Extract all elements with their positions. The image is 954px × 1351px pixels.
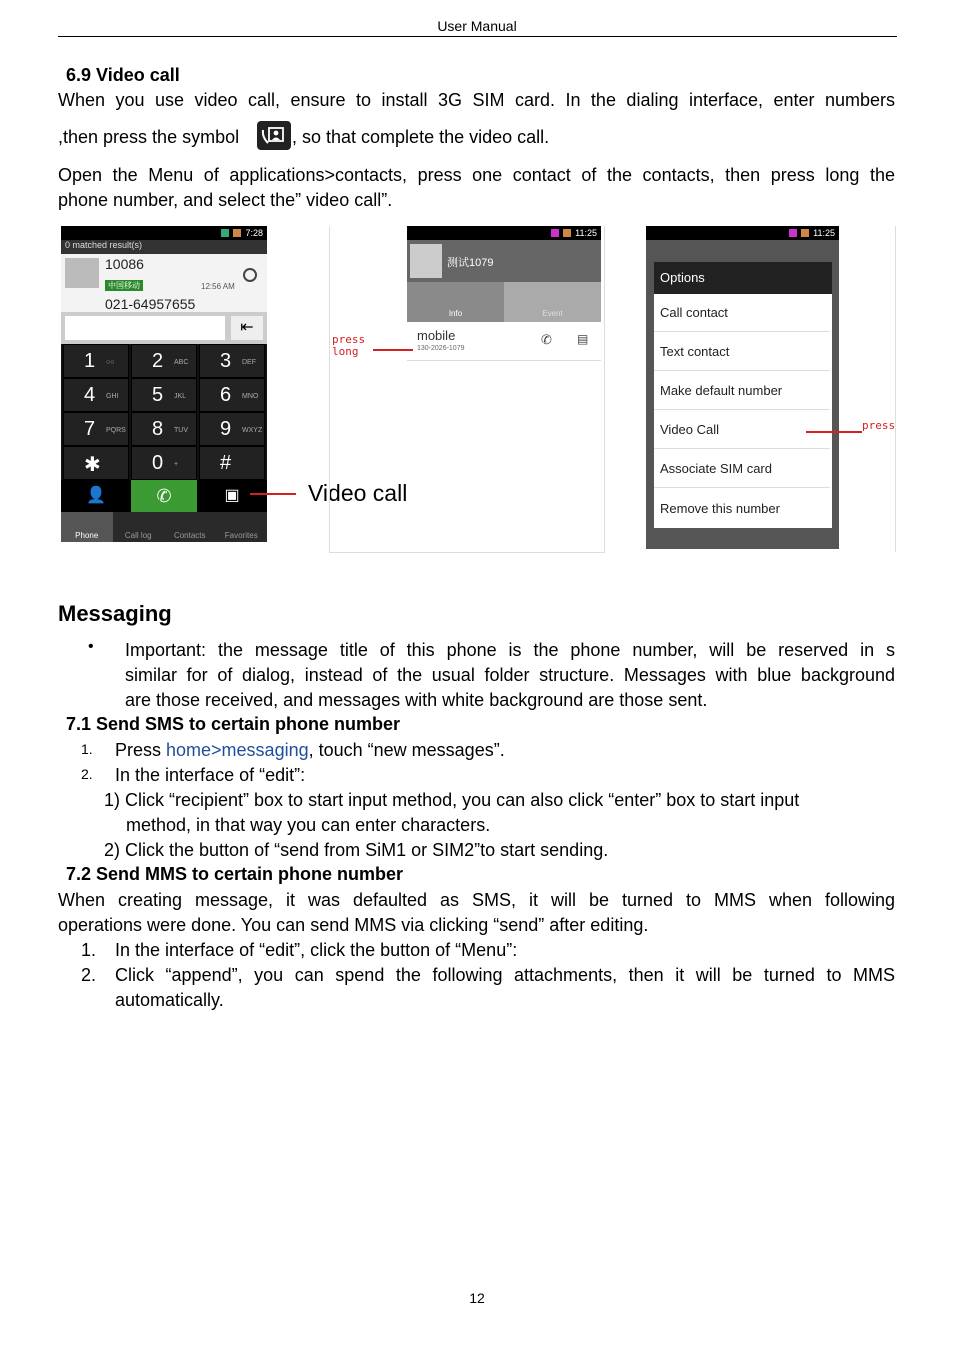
mms-item2-number: 2. [81, 965, 97, 985]
video-call-icon[interactable]: ▣ [224, 487, 240, 504]
sms-sub1-line2: method, in that way you can enter characters. [126, 815, 491, 835]
option-video-call[interactable]: Video Call [654, 411, 830, 449]
status-time: 11:25 [813, 228, 835, 238]
sms-sub1-line1: 1) Click “recipient” box to start input method, you can also click “enter” box to start input [104, 790, 800, 810]
status-bar [61, 226, 267, 240]
tab-favorites[interactable]: Favorites [224, 531, 258, 540]
option-make-default-number[interactable]: Make default number [654, 372, 830, 410]
key-2[interactable]: 2 ABC [131, 344, 197, 378]
sms-item1-number: 1. [81, 741, 93, 757]
contact-header [407, 240, 601, 282]
add-contact-icon[interactable]: 👤 [86, 487, 106, 504]
video-call-annotation: Video call [308, 480, 408, 506]
status-bar [646, 226, 839, 240]
sms-sub2: 2) Click the button of “send from SiM1 or SIM2”to start sending. [104, 840, 609, 860]
status-time: 7:28 [245, 228, 263, 238]
video-para1-line2b: , so that complete the video call. [292, 127, 550, 147]
call-icon[interactable]: ✆ [541, 332, 552, 347]
key-7[interactable]: 7 PQRS [63, 412, 129, 446]
bullet-line1: Important: the message title of this phone is the phone number, will be reserved in s [125, 640, 895, 660]
sms-item1-text-b: , touch “new messages”. [308, 740, 505, 760]
video-para1-line2a: ,then press the symbol [58, 127, 240, 147]
tab-call-log[interactable]: Call log [124, 531, 152, 540]
tab-phone[interactable]: Phone [61, 512, 113, 542]
press-long-annotation [332, 334, 365, 358]
sms-heading: 7.1 Send SMS to certain phone number [66, 714, 401, 734]
key-8[interactable]: 8 TUV [131, 412, 197, 446]
option-remove-number[interactable]: Remove this number [660, 500, 780, 516]
sms-item1 [115, 738, 505, 763]
avatar [410, 244, 442, 278]
mms-item2-line1: Click “append”, you can spend the following attachments, then it will be turned to MMS [115, 965, 895, 985]
press-long-line1: press [332, 333, 366, 346]
sms-item2-number: 2. [81, 766, 93, 782]
press-annotation: press [862, 419, 896, 432]
key-4[interactable]: 4 GHI [63, 378, 129, 412]
video-para2-line1: Open the Menu of applications>contacts, press one contact of the contacts, then press long the [58, 165, 895, 185]
dial-input-area [61, 312, 267, 344]
key-5[interactable]: 5 JKL [131, 378, 197, 412]
bottom-tabs [61, 512, 267, 542]
dial-actions [61, 480, 267, 512]
contact-results [61, 254, 267, 312]
avatar [65, 258, 99, 288]
press-pointer-line [806, 431, 862, 433]
messaging-heading: Messaging [58, 601, 172, 626]
press-long-line2: long [332, 345, 359, 358]
screenshot-contact-details [407, 226, 601, 552]
video-call-symbol-icon [257, 121, 291, 150]
bullet-line3: are those received, and messages with white background are those sent. [125, 690, 708, 710]
signal-icon [221, 229, 229, 237]
bullet-dot: • [88, 638, 94, 655]
screenshot-frame-edge [895, 226, 896, 552]
key-3[interactable]: 3 DEF [199, 344, 265, 378]
row-label: mobile [417, 328, 456, 343]
battery-icon [801, 229, 809, 237]
tab-event[interactable]: Event [542, 309, 563, 318]
tab-info[interactable]: Info [407, 282, 504, 322]
sms-item1-text-a: Press [115, 740, 167, 760]
dial-input[interactable] [65, 316, 225, 340]
video-call-pointer-line [250, 493, 296, 495]
detail-tabs [407, 282, 601, 322]
mms-para-line1: When creating message, it was defaulted as SMS, it will be turned to MMS when following [58, 890, 895, 910]
matched-results: 0 matched result(s) [61, 240, 267, 254]
status-time: 11:25 [575, 228, 597, 238]
key-6[interactable]: 6 MNO [199, 378, 265, 412]
video-para2-line2: phone number, and select the” video call”. [58, 190, 393, 210]
tab-contacts[interactable]: Contacts [173, 531, 206, 540]
key-1[interactable]: 1 ○○ [63, 344, 129, 378]
row-number: 130-2026-1079 [417, 345, 465, 352]
details-icon[interactable] [243, 268, 257, 282]
keypad [61, 344, 267, 480]
status-bar [407, 226, 601, 240]
page-number: 12 [469, 1290, 485, 1306]
battery-icon [233, 229, 241, 237]
option-text-contact[interactable]: Text contact [654, 333, 830, 371]
carrier-badge: 中国移动 [105, 280, 143, 291]
option-call-contact[interactable]: Call contact [654, 294, 830, 332]
sim-icon [789, 229, 797, 237]
battery-icon [563, 229, 571, 237]
message-icon[interactable]: ▤ [577, 332, 589, 346]
option-associate-sim-card[interactable]: Associate SIM card [654, 450, 830, 488]
sim-icon [551, 229, 559, 237]
call-icon[interactable]: ✆ [131, 480, 197, 512]
contact-number: 021-64957655 [105, 296, 196, 312]
key-hash[interactable]: # [199, 446, 265, 480]
bullet-line2: similar for of dialog, instead of the usual folder structure. Messages with blue background [125, 665, 895, 685]
backspace-icon[interactable]: ⇤ [231, 316, 263, 340]
mms-para-line2: operations were done. You can send MMS via clicking “send” after editing. [58, 915, 649, 935]
sms-item2: In the interface of “edit”: [115, 765, 306, 785]
mms-item1-number: 1. [81, 940, 97, 960]
video-para1-line1: When you use video call, ensure to install 3G SIM card. In the dialing interface, enter numbers [58, 90, 895, 110]
home-messaging-link[interactable]: home>messaging [166, 740, 309, 760]
press-long-pointer-line [373, 349, 413, 351]
key-9[interactable]: 9 WXYZ [199, 412, 265, 446]
key-star[interactable]: ✱ [63, 446, 129, 480]
contact-name: 测试1079 [447, 257, 494, 269]
mms-item2-line2: automatically. [115, 990, 224, 1010]
section-heading-video-call: 6.9 Video call [66, 65, 180, 85]
menu-title: Options [654, 262, 832, 294]
mms-item1: In the interface of “edit”, click the button of “Menu”: [115, 940, 518, 960]
screenshot-dialer [61, 226, 267, 542]
mms-heading: 7.2 Send MMS to certain phone number [66, 864, 404, 884]
screenshot-options-menu [646, 226, 839, 549]
page-header: User Manual [437, 18, 517, 34]
contact-time: 12:56 AM [201, 282, 235, 291]
contact-name: 10086 [105, 256, 144, 272]
key-0[interactable]: 0 + [131, 446, 197, 480]
header-rule [58, 36, 897, 37]
phone-row[interactable] [407, 322, 601, 361]
